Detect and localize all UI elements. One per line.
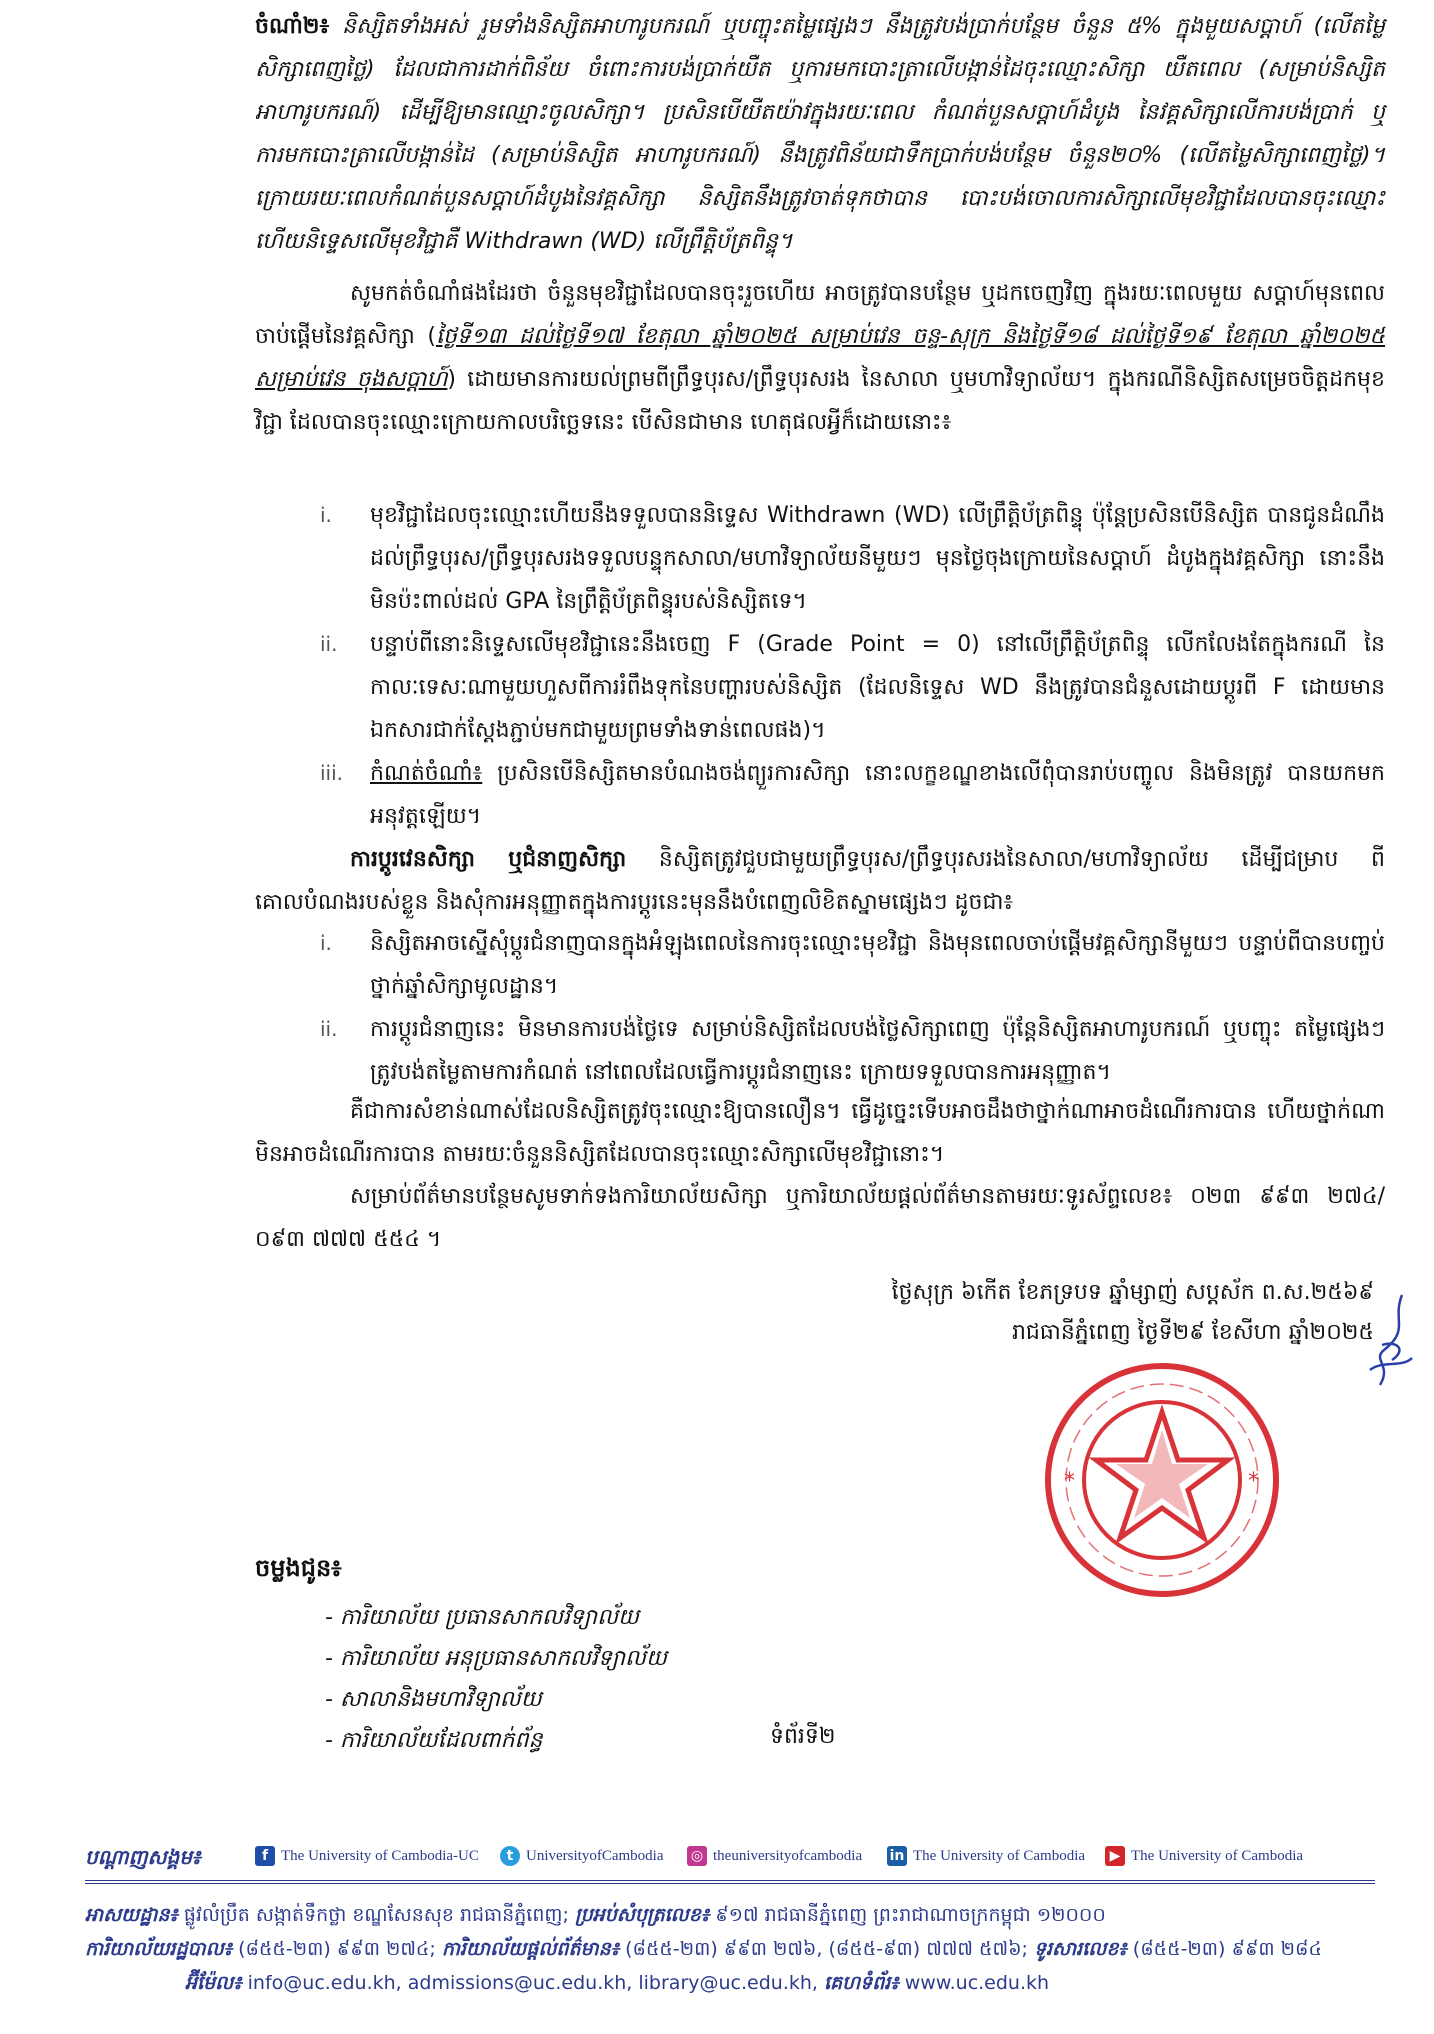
page-number: ទំព័រទី២ <box>770 1724 836 1749</box>
youtube-icon: ▶ <box>1105 1846 1125 1866</box>
address-label: អាសយដ្ឋាន៖ <box>85 1904 178 1926</box>
footer-line-web <box>85 1966 1375 2000</box>
facebook-icon: f <box>255 1846 275 1866</box>
list-item-number: ii. <box>320 632 338 656</box>
pobox-label: ប្រអប់សំបុត្រលេខ៖ <box>574 1904 710 1926</box>
linkedin-text: The University of Cambodia <box>913 1847 1086 1864</box>
add-drop-dates: ថ្ងៃទី១៣ ដល់ថ្ងៃទី១៧ ខែតុលា ឆ្នាំ២០២៥ សម្រាប់វេន ចន្ទ-សុក្រ និងថ្ងៃទី១៨ ដល់ថ្ងៃទី១៩ ខែតុលា ឆ្នាំ២០២៥ សម្រាប់វេន ចុងសប្តាហ៍ <box>255 324 1385 392</box>
twitter-text: UniversityofCambodia <box>526 1847 664 1864</box>
fax-text: (៨៥៥-២៣) ៩៩៣ ២៨៤ <box>1132 1938 1322 1960</box>
instagram-link[interactable] <box>687 1846 862 1866</box>
linkedin-link[interactable] <box>887 1846 1085 1866</box>
important-paragraph <box>255 1090 1385 1176</box>
list-item <box>320 752 1385 838</box>
facebook-text: The University of Cambodia-UC <box>281 1847 479 1864</box>
footer-social-bar <box>85 1840 1375 1884</box>
contact-paragraph <box>255 1175 1385 1261</box>
list-item-text: និស្សិតអាចស្នើសុំប្តូរជំនាញបានក្នុងអំឡុងពេលនៃការចុះឈ្មោះមុខវិជ្ជា និងមុនពេលចាប់ផ្តើមវគ្គសិក្សានីមួយៗ បន្ទាប់ពីបានបញ្ចប់ថ្នាក់ឆ្នាំសិក្សាមូលដ្ឋាន។ <box>370 931 1385 999</box>
info-text: (៨៥៥-២៣) ៩៩៣ ២៧៦, (៨៥៥-៩៣) ៧៧៧ ៥៧៦; <box>625 1938 1028 1960</box>
svg-text:*: * <box>1064 1469 1075 1494</box>
youtube-text: The University of Cambodia <box>1131 1847 1304 1864</box>
change-major-bold: ការប្តូរវេនសិក្សា ឬជំនាញសិក្សា <box>350 847 627 872</box>
admin-label: ការិយាល័យរដ្ឋបាល៖ <box>85 1938 233 1960</box>
contact-text: សម្រាប់ព័ត៌មានបន្ថែមសូមទាក់ទងការិយាល័យសិក្សា ឬការិយាល័យផ្តល់ព័ត៌មានតាមរយៈទូរស័ព្ទលេខ៖ ០២៣ ៩៩៣ ២៧៤/ ០៩៣ ៧៧៧ ៥៥៤ ។ <box>255 1184 1385 1252</box>
list-item <box>320 922 1385 1008</box>
note-2-label: ចំណាំ២៖ <box>255 14 330 39</box>
signature-date-block <box>892 1273 1374 1353</box>
footer-line-phones <box>85 1932 1375 1966</box>
note-2 <box>255 5 1385 263</box>
web-text[interactable]: www.uc.edu.kh <box>904 1972 1050 1994</box>
web-label: គេហទំព័រ៖ <box>824 1972 899 1994</box>
footer-line-address <box>85 1898 1375 1932</box>
email-text[interactable]: info@uc.edu.kh, admissions@uc.edu.kh, library@uc.edu.kh, <box>247 1972 818 1994</box>
footer-contact <box>85 1898 1375 2000</box>
social-label: បណ្តាញសង្គម៖ <box>85 1845 201 1869</box>
list-item <box>320 494 1385 623</box>
email-label: អ៊ីម៉ែល៖ <box>185 1972 242 1994</box>
instagram-icon: ◎ <box>687 1846 707 1866</box>
admin-text: (៨៥៥-២៣) ៩៩៣ ២៧៤; <box>238 1938 436 1960</box>
instagram-text: theuniversityofcambodia <box>713 1847 863 1864</box>
cc-item: - សាលានិងមហាវិទ្យាល័យ <box>325 1687 542 1712</box>
cc-item: - ការិយាល័យ ប្រធានសាកលវិទ្យាល័យ <box>325 1605 640 1630</box>
note-2-text: និស្សិតទាំងអស់ រួមទាំងនិស្សិតអាហារូបករណ៍ ឬបញ្ចុះតម្លៃផ្សេងៗ នឹងត្រូវបង់ប្រាក់បន្ថែម ចំនួន ៥% ក្នុងមួយសប្តាហ៍ (លើតម្លៃសិក្សាពេញថ្លៃ) ដែលជាការដាក់ពិន័យ ចំពោះការបង់ប្រាក់យឺត ឬការមកបោះត្រាលើបង្កាន់ដៃចុះឈ្មោះសិក្សា យឺតពេល (សម្រាប់និស្សិតអាហារូបករណ៍) ដើម្បីឱ្យមានឈ្មោះចូលសិក្សា។ ប្រសិនបើយឺតយ៉ាវក្នុងរយៈពេល កំណត់បួនសប្តាហ៍ដំបូង នៃវគ្គសិក្សាលើការបង់ប្រាក់ ឬការមកបោះត្រាលើបង្កាន់ដៃ (សម្រាប់និស្សិត អាហារូបករណ៍) នឹងត្រូវពិន័យជាទឹកប្រាក់បង់បន្ថែម ចំនួន២០% (លើតម្លៃសិក្សាពេញថ្លៃ)។ ក្រោយរយៈពេលកំណត់បួនសប្តាហ៍ដំបូងនៃវគ្គសិក្សា និស្សិតនឹងត្រូវចាត់ទុកថាបាន បោះបង់ចោលការសិក្សាលើមុខវិជ្ជាដែលបានចុះឈ្មោះ ហើយនិទ្ទេសលើមុខវិជ្ជាគឺ Withdrawn (WD) លើព្រឹត្តិប័ត្រពិន្ទុ។ <box>255 14 1385 254</box>
list-item <box>320 623 1385 752</box>
university-seal <box>1042 1360 1282 1600</box>
cc-title: ចម្លងជូន៖ <box>255 1554 342 1582</box>
change-major-text: និស្សិតត្រូវជួបជាមួយព្រឹទ្ធបុរស/ព្រឹទ្ធបុរសរងនៃសាលា/មហាវិទ្យាល័យ ដើម្បីជម្រាប ពីគោលបំណងរបស់ខ្លួន និងសុំការអនុញ្ញាតក្នុងការប្តូរនេះមុននឹងបំពេញលិខិតស្នាមផ្សេងៗ ដូចជា៖ <box>255 847 1386 915</box>
address-text: ផ្លូវលំប្រឹត សង្កាត់ទឹកថ្លា ខណ្ឌសែនសុខ រាជធានីភ្នំពេញ; <box>183 1904 569 1926</box>
pobox-text: ៩១៧ រាជធានីភ្នំពេញ ព្រះរាជាណាចក្រកម្ពុជា ១២០០០ <box>715 1904 1106 1926</box>
svg-text:*: * <box>1248 1469 1259 1494</box>
list-item-number: ii. <box>320 1017 338 1041</box>
list-item-text: មុខវិជ្ជាដែលចុះឈ្មោះហើយនឹងទទួលបាននិទ្ទេស Withdrawn (WD) លើព្រឹត្តិប័ត្រពិន្ទុ ប៉ុន្តែប្រសិនបើនិស្សិត បានជូនដំណឹងដល់ព្រឹទ្ធបុរស/ព្រឹទ្ធបុរសរងទទួលបន្ទុកសាលា/មហាវិទ្យាល័យនីមួយៗ មុនថ្ងៃចុងក្រោយនៃសប្តាហ៍ ដំបូងក្នុងវគ្គសិក្សា នោះនឹងមិនប៉ះពាល់ដល់ GPA នៃព្រឹត្តិប័ត្រពិន្ទុរបស់និស្សិតទេ។ <box>370 503 1385 614</box>
facebook-link[interactable] <box>255 1846 479 1866</box>
signature-mark <box>1362 1290 1418 1390</box>
add-drop-text-b: ) ដោយមានការយល់ព្រមពីព្រឹទ្ធបុរស/ព្រឹទ្ធបុរសរង នៃសាលា ឬមហាវិទ្យាល័យ។ ក្នុងករណីនិស្សិតសម្រេចចិត្តដកមុខវិជ្ជា ដែលបានចុះឈ្មោះក្រោយកាលបរិច្ឆេទនេះ បើសិនជាមាន ហេតុផលអ្វីក៏ដោយនោះ៖ <box>255 367 1385 435</box>
linkedin-icon: in <box>887 1846 907 1866</box>
withdraw-rules-list <box>320 494 1385 838</box>
add-drop-text-a: សូមកត់ចំណាំផងដែរថា ចំនួនមុខវិជ្ជាដែលបានចុះរួចហើយ អាចត្រូវបានបន្ថែម ឬដកចេញវិញ ក្នុងរយៈពេលមួយ សប្តាហ៍មុនពេលចាប់ផ្តើមនៃវគ្គសិក្សា ( <box>255 281 1385 349</box>
list-item-number: iii. <box>320 761 344 785</box>
change-major-list <box>320 922 1385 1094</box>
list-item-text: ប្រសិនបើនិស្សិតមានបំណងចង់ព្យួរការសិក្សា នោះលក្ខខណ្ឌខាងលើពុំបានរាប់បញ្ចូល និងមិនត្រូវ បានយកមកអនុវត្តឡើយ។ <box>370 761 1385 829</box>
cc-item: - ការិយាល័យដែលពាក់ព័ន្ធ <box>325 1728 543 1753</box>
gregorian-date: រាជធានីភ្នំពេញ ថ្ងៃទី២៩ ខែសីហា ឆ្នាំ២០២៥ <box>1011 1320 1374 1345</box>
list-item <box>320 1008 1385 1094</box>
twitter-icon: t <box>500 1846 520 1866</box>
change-major-paragraph <box>255 838 1385 924</box>
list-item-number: i. <box>320 503 332 527</box>
info-label: ការិយាល័យផ្តល់ព័ត៌មាន៖ <box>441 1938 620 1960</box>
list-item-text: ការប្តូរជំនាញនេះ មិនមានការបង់ថ្លៃទេ សម្រាប់និស្សិតដែលបង់ថ្លៃសិក្សាពេញ ប៉ុន្តែនិស្សិតអាហារូបករណ៍ ឬបញ្ចុះ តម្លៃផ្សេងៗ ត្រូវបង់តម្លៃតាមការកំណត់ នៅពេលដែលធ្វើការប្តូរជំនាញនេះ ក្រោយទទួលបានការអនុញ្ញាត។ <box>370 1017 1385 1085</box>
list-item-label: កំណត់ចំណាំ៖ <box>370 761 483 786</box>
important-text: គឺជាការសំខាន់ណាស់ដែលនិស្សិតត្រូវចុះឈ្មោះឱ្យបានលឿន។ ធ្វើដូច្នេះទើបអាចដឹងថាថ្នាក់ណាអាចដំណើរការបាន ហើយថ្នាក់ណាមិនអាចដំណើរការបាន តាមរយៈចំនួននិស្សិតដែលបានចុះឈ្មោះសិក្សាលើមុខវិជ្ជានោះ។ <box>255 1099 1385 1167</box>
list-item-text: បន្ទាប់ពីនោះនិទ្ទេសលើមុខវិជ្ជានេះនឹងចេញ F (Grade Point = 0) នៅលើព្រឹត្តិប័ត្រពិន្ទុ លើកលែងតែក្នុងករណី នៃកាលៈទេសៈណាមួយហួសពីការរំពឹងទុកនៃបញ្ហារបស់និស្សិត (ដែលនិទ្ទេស WD នឹងត្រូវបានជំនួសដោយប្តូរពី F ដោយមានឯកសារជាក់ស្តែងភ្ជាប់មកជាមួយព្រមទាំងទាន់ពេលផង)។ <box>370 632 1385 743</box>
fax-label: ទូរសារលេខ៖ <box>1033 1938 1127 1960</box>
list-item-number: i. <box>320 931 332 955</box>
add-drop-paragraph <box>255 272 1385 444</box>
youtube-link[interactable] <box>1105 1846 1303 1866</box>
twitter-link[interactable] <box>500 1846 663 1866</box>
lunar-date: ថ្ងៃសុក្រ ៦កើត ខែភទ្របទ ឆ្នាំម្សាញ់ សប្តស័ក ព.ស.២៥៦៩ <box>891 1280 1374 1305</box>
cc-item: - ការិយាល័យ អនុប្រធានសាកលវិទ្យាល័យ <box>325 1646 667 1671</box>
